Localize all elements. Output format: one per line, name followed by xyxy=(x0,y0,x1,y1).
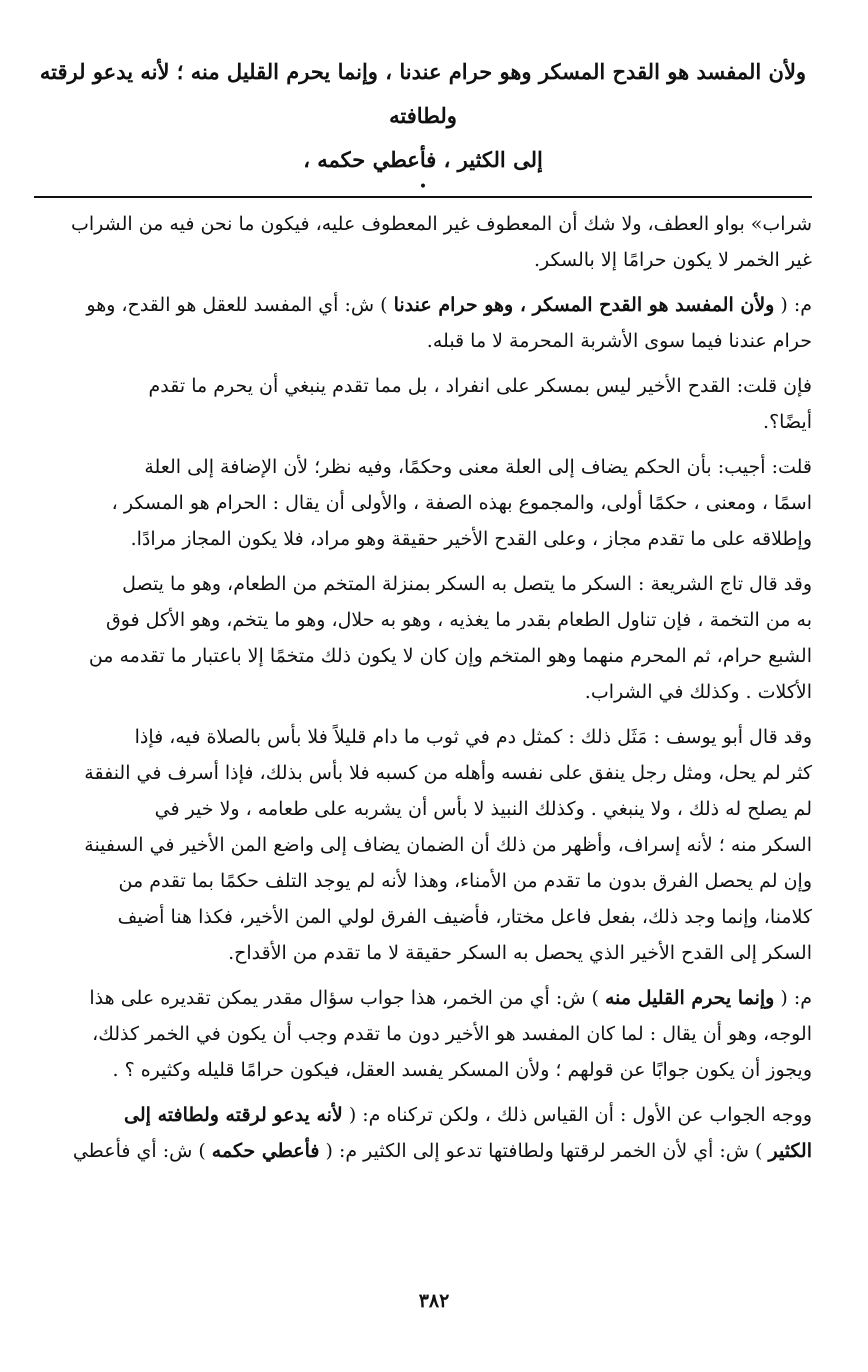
text-line xyxy=(34,1133,812,1169)
text-line: به من التخمة ، فإن تناول الطعام بقدر ما يغذيه ، وهو به حلال، وهو ما يتخم، وهو الأكل فوق xyxy=(105,609,812,631)
quoted-matn: لأنه يدعو لرقته ولطافته إلى xyxy=(124,1104,343,1126)
separator-rule xyxy=(34,196,812,198)
text-line: الشبع حرام، ثم المحرم منهما وهو المتخم وإن كان لا يكون ذلك متخمًا إلا باعتبار ما تقدمه من xyxy=(88,645,812,667)
text-line: الأكلات . وكذلك في الشراب. xyxy=(584,681,812,703)
quoted-matn: وإنما يحرم القليل منه xyxy=(604,987,775,1009)
text-line: أيضًا؟. xyxy=(763,411,812,433)
header-line-1: ولأن المفسد هو القدح المسكر وهو حرام عندنا ، وإنما يحرم القليل منه ؛ لأنه يدعو لرقته ولطافته xyxy=(39,59,807,128)
commentary: ) ش: أي لأن الخمر لرقتها ولطافتها تدعو إلى الكثير م: ( xyxy=(325,1140,763,1162)
paragraph-6 xyxy=(34,719,812,971)
header-line-2: إلى الكثير ، فأعطي حكمه ، xyxy=(303,147,543,172)
paragraph-4 xyxy=(34,449,812,557)
quoted-matn: فأعطي حكمه xyxy=(211,1140,320,1162)
commentary: ) ش: أي فأعطي xyxy=(72,1140,206,1162)
text-line: لم يصلح له ذلك ، ولا ينبغي . وكذلك النبيذ لا بأس أن يشربه على طعامه ، ولا خير في xyxy=(154,798,812,820)
text-line: حرام عندنا فيما سوى الأشربة المحرمة لا ما قبله. xyxy=(426,330,812,352)
page-number: ٣٨٢ xyxy=(418,1290,450,1312)
paragraph-8 xyxy=(34,1097,812,1169)
commentary: ) ش: أي من الخمر، هذا جواب سؤال مقدر يمكن تقديره على هذا xyxy=(89,987,599,1009)
text-line: اسمًا ، ومعنى ، حكمًا أولى، والمجموع بهذه الصفة ، والأولى أن يقال : الحرام هو المسكر ، xyxy=(111,492,812,514)
text-line xyxy=(34,1097,812,1133)
text-line: ويجوز أن يكون جوابًا عن قولهم ؛ ولأن المسكر يفسد العقل، فيكون حرامًا قليله وكثيره ؟ . xyxy=(112,1059,812,1081)
page xyxy=(34,50,812,1178)
text-line: السكر منه ؛ لأنه إسراف، وأظهر من ذلك أن الضمان يضاف إلى واضع المن الأخير في السفينة xyxy=(84,834,812,856)
paragraph-2 xyxy=(34,287,812,359)
commentary: ووجه الجواب عن الأول : أن القياس ذلك ، ولكن تركناه م: ( xyxy=(348,1104,812,1126)
text-line: غير الخمر لا يكون حرامًا إلا بالسكر. xyxy=(534,249,812,271)
text-line xyxy=(34,980,812,1016)
matn-header xyxy=(34,50,812,182)
text-line: وإطلاقه على ما تقدم مجاز ، وعلى القدح الأخير حقيقة وهو مراد، فلا يكون المجاز مرادًا. xyxy=(130,528,812,550)
text-line: كلامنا، وإنما وجد ذلك، بفعل فاعل مختار، فأضيف الفرق لولي المن الأخير، فكذا هنا أضيف xyxy=(117,906,812,928)
text-line: وقد قال أبو يوسف : مَثَل ذلك : كمثل دم في ثوب ما دام قليلاً فلا بأس بالصلاة فيه، فإذا xyxy=(134,726,812,748)
paragraph-3 xyxy=(34,368,812,440)
text-line: الوجه، وهو أن يقال : لما كان المفسد هو الأخير دون ما تقدم وجب أن يكون في الخمر كذلك، xyxy=(92,1023,812,1045)
text-line: فإن قلت: القدح الأخير ليس بمسكر على انفراد ، بل مما تقدم ينبغي أن يحرم ما تقدم xyxy=(148,375,812,397)
text-line: قلت: أجيب: بأن الحكم يضاف إلى العلة معنى وحكمًا، وفيه نظر؛ لأن الإضافة إلى العلة xyxy=(144,456,812,478)
text-line xyxy=(34,287,812,323)
text-line: وقد قال تاج الشريعة : السكر ما يتصل به السكر بمنزلة المتخم من الطعام، وهو ما يتصل xyxy=(122,573,812,595)
paragraph-5 xyxy=(34,566,812,710)
marker: م: ( xyxy=(780,294,812,316)
quoted-matn: ولأن المفسد هو القدح المسكر ، وهو حرام عندنا xyxy=(393,294,775,316)
text-line: وإن لم يحصل الفرق بدون ما تقدم من الأمناء، وهذا لأنه لم يوجد التلف حكمًا بما تقدم من xyxy=(118,870,812,892)
quoted-matn: الكثير xyxy=(768,1140,812,1162)
commentary: ) ش: أي المفسد للعقل هو القدح، وهو xyxy=(86,294,388,316)
header-dot: • xyxy=(418,179,428,195)
text-line: كثر لم يحل، ومثل رجل ينفق على نفسه وأهله من كسبه فلا بأس بذلك، فإذا أسرف في النفقة xyxy=(84,762,812,784)
marker: م: ( xyxy=(780,987,812,1009)
text-line: شراب» بواو العطف، ولا شك أن المعطوف غير المعطوف عليه، فيكون ما نحن فيه من الشراب xyxy=(71,213,812,235)
paragraph-7 xyxy=(34,980,812,1088)
paragraph-1 xyxy=(34,206,812,278)
text-line: السكر إلى القدح الأخير الذي يحصل به السكر حقيقة لا ما تقدم من الأقداح. xyxy=(228,942,812,964)
